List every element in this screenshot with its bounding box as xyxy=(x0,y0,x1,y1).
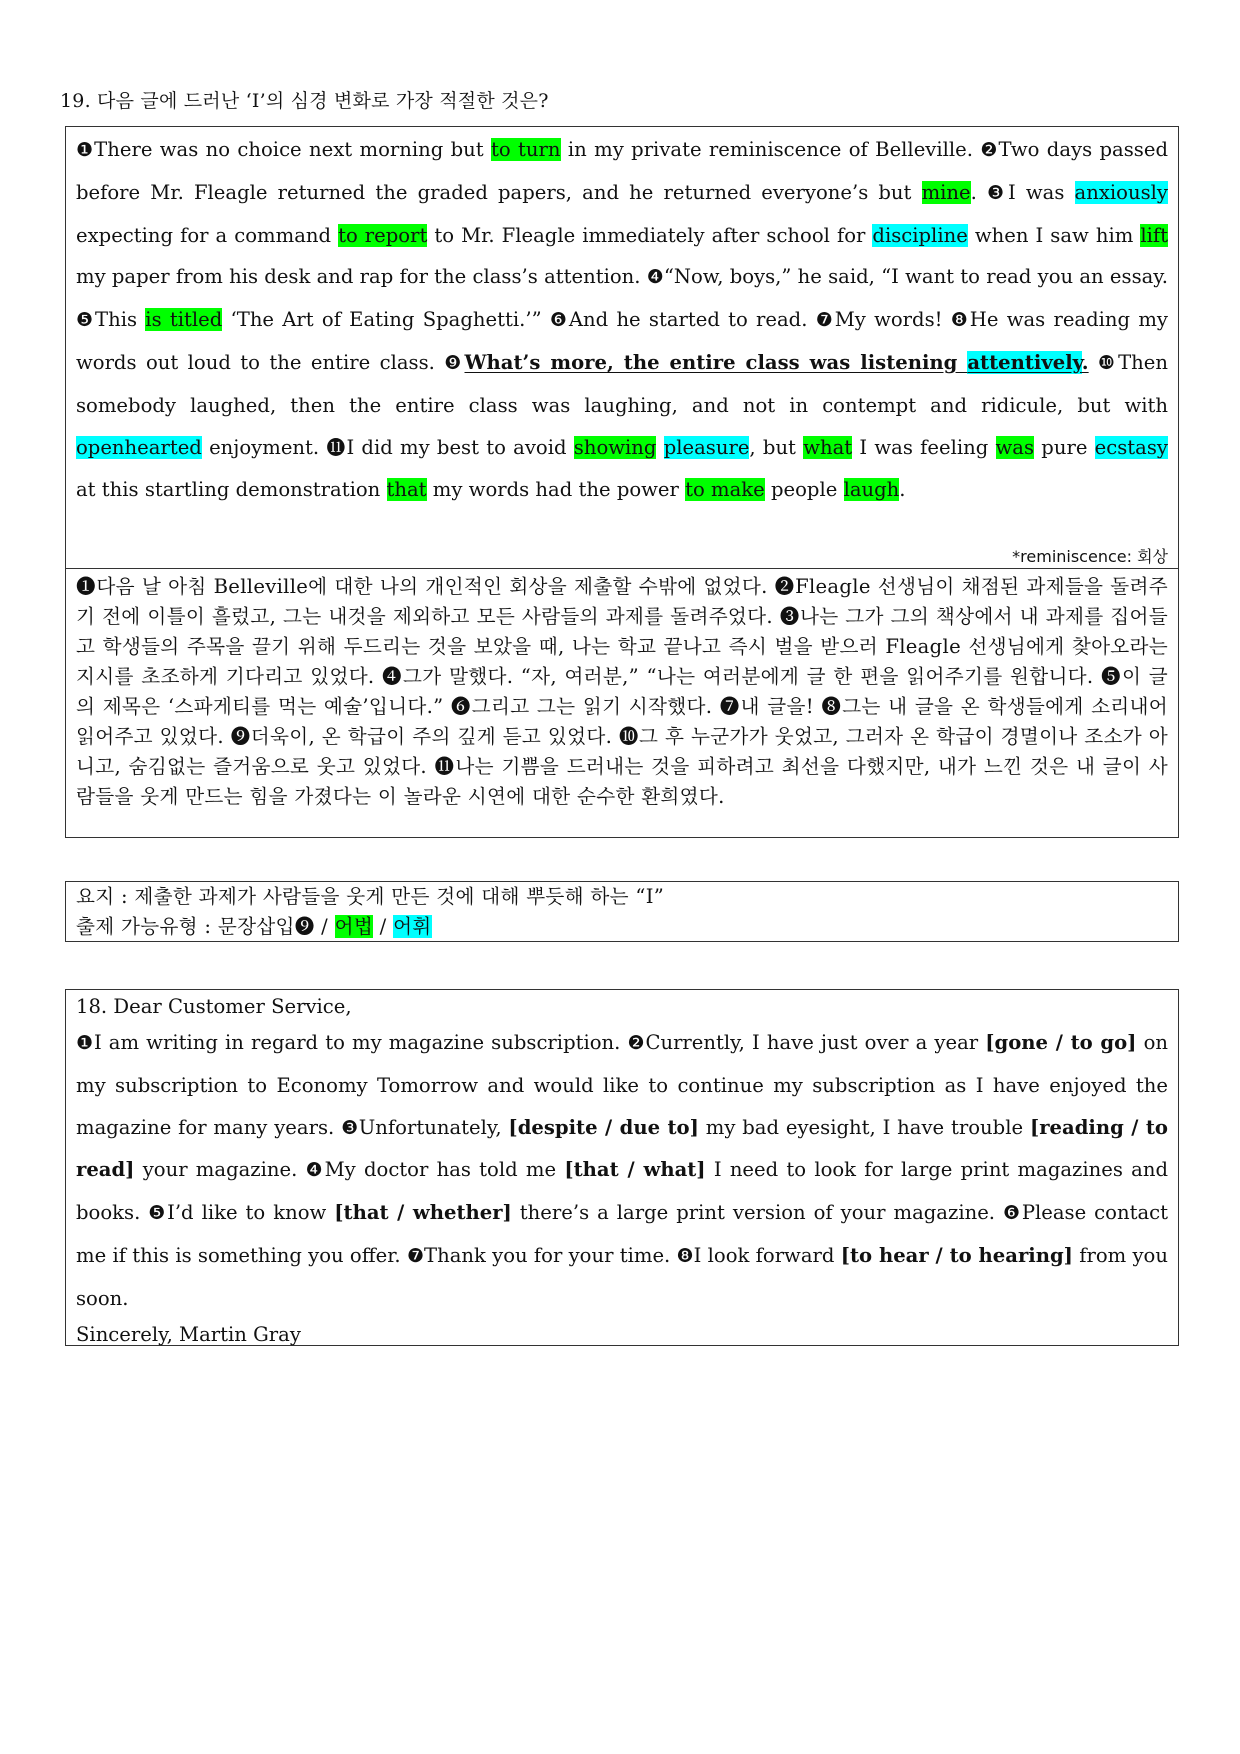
text: expecting for a command xyxy=(76,223,339,247)
sentence-number: ❺ xyxy=(148,1202,168,1225)
choice-bracket: [despite / due to] xyxy=(508,1115,699,1139)
passage-18-english xyxy=(66,1022,1178,1320)
sentence-number: ❿ xyxy=(1088,351,1119,374)
highlight-grammar: laugh xyxy=(843,478,900,502)
sentence-number: ❸ xyxy=(341,1116,359,1139)
sentence-number: ⓫ xyxy=(326,436,347,459)
text: And he started to read. xyxy=(568,308,816,332)
sentence-number: ❺ xyxy=(76,309,96,332)
sentence-number: ❷ xyxy=(980,139,999,161)
highlight-grammar: is titled xyxy=(145,308,223,332)
highlight-vocab: attentively xyxy=(967,350,1082,374)
highlight-grammar: to report xyxy=(338,223,428,247)
highlight-vocab: anxiously xyxy=(1074,180,1168,204)
text: . xyxy=(899,478,906,502)
text: Two days passed before Mr. Fleagle returned the graded papers, and he returned everyone’s but xyxy=(76,138,1168,204)
question-19-title: 19. 다음 글에 드러난 ‘I’의 심경 변화로 가장 적절한 것은? xyxy=(60,90,549,112)
choice-bracket: [gone / to go] xyxy=(985,1031,1137,1054)
text: my words had the power xyxy=(426,478,686,502)
sentence-number: ❹ xyxy=(305,1159,325,1182)
text: He was reading my words out loud to the entire class. xyxy=(76,308,1168,374)
text: ‘The Art of Eating Spaghetti.’” xyxy=(222,308,550,332)
text: Please contact me if this is something you offer. xyxy=(76,1201,1168,1267)
summary-gist: 요지 : 제출한 과제가 사람들을 웃게 만든 것에 대해 뿌듯해 하는 “I” xyxy=(76,885,665,908)
text: Unfortunately, xyxy=(358,1115,509,1139)
text: . xyxy=(1081,350,1089,374)
highlight-vocab: openhearted xyxy=(76,435,202,459)
underlined-target-sentence xyxy=(465,351,1089,374)
text: I was feeling xyxy=(852,435,996,459)
text: Then somebody laughed, then the entire class was laughing, and not in contempt and ridicule, but with xyxy=(76,350,1168,417)
text: I did my best to avoid xyxy=(346,435,574,459)
sentence-number: ❷ xyxy=(627,1032,646,1054)
passage-19-english xyxy=(66,127,1178,511)
letter-signature: Sincerely, Martin Gray xyxy=(76,1322,301,1346)
text: I am writing in regard to my magazine subscription. xyxy=(93,1031,628,1054)
highlight-grammar: 어법 xyxy=(334,915,374,938)
text: My doctor has told me xyxy=(324,1158,565,1182)
highlight-vocab: pleasure xyxy=(663,435,750,459)
choice-bracket: [that / what] xyxy=(564,1158,706,1182)
text: to Mr. Fleagle immediately after school for xyxy=(427,223,873,247)
sentence-number: ❼ xyxy=(815,309,835,332)
text: . xyxy=(970,180,988,204)
sentence-number: ❶ xyxy=(76,1032,94,1054)
highlight-grammar: showing xyxy=(573,435,657,459)
highlight-grammar: to make xyxy=(685,478,765,502)
highlight-grammar: was xyxy=(995,435,1035,459)
text: I need to look for large print magazines and books. xyxy=(76,1158,1168,1225)
text: in my private reminiscence of Belleville. xyxy=(560,138,981,161)
sentence-number: ❻ xyxy=(549,309,569,332)
sentence-number: ❻ xyxy=(1003,1202,1022,1225)
text: 출제 가능유형 : 문장삽입❾ / xyxy=(76,915,335,938)
text: “Now, boys,” he said, “I want to read you an essay. xyxy=(663,265,1169,289)
question-19-box xyxy=(65,126,1179,838)
text: I was xyxy=(1007,180,1075,204)
text: my bad eyesight, I have trouble xyxy=(698,1115,1030,1139)
question-18-box xyxy=(65,989,1179,1346)
text: / xyxy=(373,915,394,938)
text: people xyxy=(764,478,844,502)
choice-bracket: [that / whether] xyxy=(334,1201,512,1225)
sentence-number: ❽ xyxy=(676,1244,694,1267)
text: from you soon. xyxy=(76,1243,1168,1310)
text: my paper from his desk and rap for the class’s attention. xyxy=(76,265,647,289)
text: I look forward xyxy=(693,1243,841,1267)
choice-bracket: [to hear / to hearing] xyxy=(840,1243,1073,1267)
choice-bracket: [reading / to read] xyxy=(76,1115,1168,1182)
highlight-grammar: lift xyxy=(1140,223,1168,247)
summary-question-types xyxy=(66,912,1178,942)
divider xyxy=(66,568,1178,569)
text: This xyxy=(95,308,146,332)
text: when I saw him xyxy=(967,223,1141,247)
text: pure xyxy=(1034,435,1095,459)
text: Currently, I have just over a year xyxy=(645,1031,986,1054)
highlight-vocab: ecstasy xyxy=(1094,435,1168,459)
sentence-number: ❸ xyxy=(987,181,1008,204)
highlight-vocab: 어휘 xyxy=(393,915,432,938)
sentence-number: ❹ xyxy=(646,266,664,289)
passage-19-korean-translation: ❶다음 날 아침 Belleville에 대한 나의 개인적인 회상을 제출할 수밖에 없었다. ❷Fleagle 선생님이 채점된 과제들을 돌려주기 전에 이틀이 흘렀고, 그는 내것을 제외하고 모든 사람들의 과제를 돌려주었다. ❸나는 그가 그의 책상에서 내 과제를 집어들고 학생들의 주목을 끌기 위해 두드리는 것을 보았을 때, 나는 학교 끝나고 즉시 벌을 받으러 Fleagle 선생님에게 찾아오라는 지시를 초조하게 기다리고 있었다. ❹그가 말했다. “자, 여러분,” “나는 여러분에게 글 한 편을 읽어주기를 원합니다. ❺이 글의 제목은 ‘스파게티를 먹는 예술’입니다.” ❻그리고 그는 읽기 시작했다. ❼내 글을! ❽그는 내 글을 온 학생들에게 소리내어 읽어주고 있었다. ❾더욱이, 온 학급이 주의 깊게 듣고 있었다. ❿그 후 누군가가 웃었고, 그러자 온 학급이 경멸이나 조소가 아니고, 숨김없는 즐거움으로 웃고 있었다. ⓫나는 기쁨을 드러내는 것을 피하려고 최선을 다했지만, 내가 느낀 것은 내 글이 사람들을 웃게 만드는 힘을 가졌다는 이 놀라운 시연에 대한 순수한 환희였다. xyxy=(76,575,1168,808)
highlight-grammar: to turn xyxy=(491,138,561,161)
sentence-number: ❾ xyxy=(444,351,465,374)
sentence-number: ❶ xyxy=(76,139,95,161)
text: , but xyxy=(749,435,804,459)
footnote: *reminiscence: 회상 xyxy=(1012,547,1168,566)
text: enjoyment. xyxy=(201,435,327,459)
text: Thank you for your time. xyxy=(424,1243,677,1267)
text: I’d like to know xyxy=(167,1201,335,1225)
highlight-grammar: that xyxy=(386,478,427,502)
sentence-number: ❼ xyxy=(406,1244,425,1267)
highlight-grammar: mine xyxy=(921,180,971,204)
sentence-number: ❽ xyxy=(950,309,970,332)
text: on my subscription to Economy Tomorrow and would like to continue my subscription as I have enjoyed the magazine for many years. xyxy=(76,1031,1168,1139)
highlight-grammar: what xyxy=(803,435,853,459)
text: My words! xyxy=(834,308,951,332)
text: There was no choice next morning but xyxy=(94,138,492,161)
highlight-vocab: discipline xyxy=(872,223,968,247)
text: What’s more, the entire class was listening xyxy=(464,350,968,374)
text xyxy=(656,436,663,459)
summary-box xyxy=(65,881,1179,942)
text: there’s a large print version of your magazine. xyxy=(511,1201,1004,1225)
question-18-heading: 18. Dear Customer Service, xyxy=(76,995,352,1018)
text: at this startling demonstration xyxy=(76,478,387,502)
text: your magazine. xyxy=(134,1158,306,1182)
